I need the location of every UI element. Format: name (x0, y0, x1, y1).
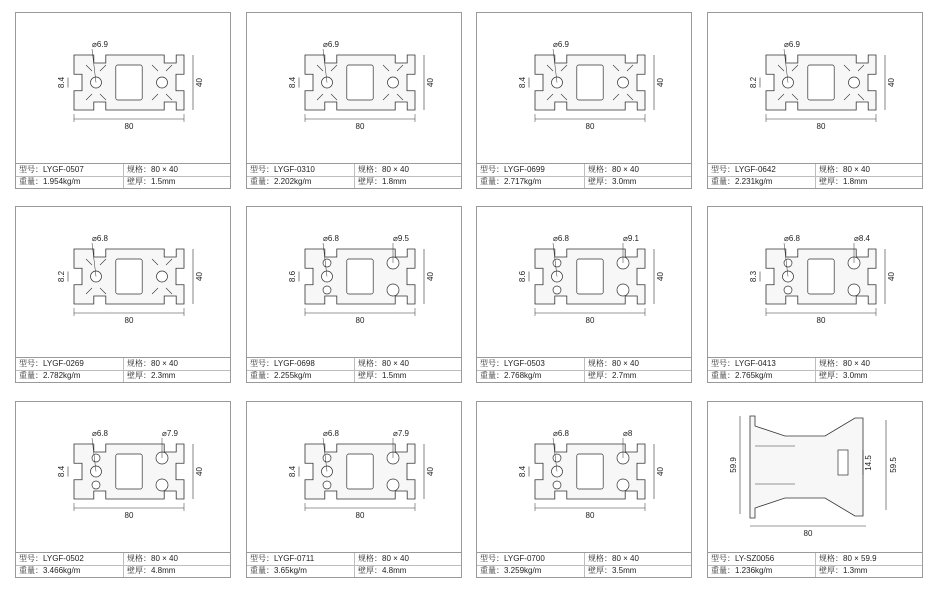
height-dimension: 40 (887, 272, 896, 281)
width-dimension: 80 (124, 511, 134, 520)
model-label: 型号： (480, 165, 504, 174)
weight-label: 重量： (480, 177, 504, 186)
spec-label: 规格： (127, 165, 151, 174)
spec-label: 规格： (358, 359, 382, 368)
wall-value: 3.5mm (612, 566, 637, 575)
core-hole (388, 77, 399, 88)
model-label: 型号： (480, 359, 504, 368)
model-value: LYGF-0269 (43, 359, 84, 368)
width-dimension: 80 (803, 529, 813, 538)
weight-value: 3.259kg/m (504, 566, 542, 575)
profile-drawing (477, 13, 691, 166)
small-hole (553, 454, 561, 462)
small-hole (323, 259, 331, 267)
model-value: LY-SZ0056 (735, 554, 775, 563)
center-cavity (577, 454, 603, 489)
wall-label: 壁厚： (588, 566, 612, 575)
hole-dimension: ⌀6.9 (92, 40, 108, 49)
weight-value: 2.782kg/m (43, 371, 81, 380)
hole2-dimension: ⌀8 (623, 429, 633, 438)
spec-value: 80 × 40 (612, 359, 639, 368)
hole2-dimension: ⌀7.9 (162, 429, 178, 438)
model-value: LYGF-0642 (735, 165, 776, 174)
center-cavity (577, 259, 603, 294)
weight-value: 3.65kg/m (274, 566, 307, 575)
weight-label: 重量： (19, 566, 43, 575)
profile-card (246, 206, 462, 383)
hole-dimension: ⌀6.9 (784, 40, 800, 49)
wall-value: 4.8mm (151, 566, 176, 575)
hole2-dimension: ⌀9.1 (623, 234, 639, 243)
model-value: LYGF-0700 (504, 554, 545, 563)
center-cavity (116, 454, 142, 489)
center-cavity (808, 259, 834, 294)
profile-card (707, 401, 923, 578)
profile-card (707, 206, 923, 383)
hole2-dimension: ⌀7.9 (393, 429, 409, 438)
spec-label: 规格： (588, 554, 612, 563)
model-label: 型号： (711, 165, 735, 174)
profile-drawing (247, 207, 461, 360)
spec-label: 规格： (588, 359, 612, 368)
spec-value: 80 × 40 (151, 554, 178, 563)
hole2-dimension: ⌀9.5 (393, 234, 409, 243)
spec-table (708, 163, 922, 188)
spec-value: 80 × 59.9 (843, 554, 877, 563)
wall-label: 壁厚： (358, 177, 382, 186)
center-cavity (347, 454, 373, 489)
hole-dimension: ⌀6.9 (323, 40, 339, 49)
width-dimension: 80 (816, 316, 826, 325)
slot-dimension: 8.4 (288, 465, 297, 478)
spec-table (477, 163, 691, 188)
wall-value: 3.0mm (612, 177, 637, 186)
profile-drawing (247, 13, 461, 166)
spec-table (16, 552, 230, 577)
wall-label: 壁厚： (819, 371, 843, 380)
weight-value: 2.255kg/m (274, 371, 312, 380)
spec-table (708, 357, 922, 382)
small-hole (553, 286, 561, 294)
spec-value: 80 × 40 (382, 359, 409, 368)
large-hole (617, 284, 629, 296)
profile-card (476, 206, 692, 383)
model-label: 型号： (480, 554, 504, 563)
hole-dimension: ⌀6.8 (553, 429, 569, 438)
weight-label: 重量： (250, 566, 274, 575)
weight-label: 重量： (480, 371, 504, 380)
profile-card (476, 401, 692, 578)
slot-dimension: 8.4 (518, 76, 527, 89)
model-label: 型号： (250, 359, 274, 368)
small-hole (92, 481, 100, 489)
hole-dimension: ⌀6.8 (92, 234, 108, 243)
center-cavity (808, 65, 834, 100)
model-label: 型号： (250, 165, 274, 174)
large-hole (156, 479, 168, 491)
spec-label: 规格： (588, 165, 612, 174)
slot-dimension: 8.2 (749, 76, 758, 89)
wall-value: 3.0mm (843, 371, 868, 380)
height-dimension: 40 (195, 467, 204, 476)
weight-value: 2.768kg/m (504, 371, 542, 380)
wall-label: 壁厚： (358, 371, 382, 380)
slot-dimension: 14.5 (864, 455, 873, 471)
left-height-dimension: 59.9 (729, 457, 738, 473)
wall-label: 壁厚： (127, 566, 151, 575)
model-label: 型号： (19, 359, 43, 368)
wall-value: 1.5mm (382, 371, 407, 380)
profile-card (246, 401, 462, 578)
wall-label: 壁厚： (588, 371, 612, 380)
weight-value: 1.236kg/m (735, 566, 773, 575)
wall-label: 壁厚： (358, 566, 382, 575)
profile-drawing (708, 13, 922, 166)
core-hole (618, 77, 629, 88)
profile-card (15, 401, 231, 578)
profile-card (476, 12, 692, 189)
spec-value: 80 × 40 (382, 165, 409, 174)
spec-label: 规格： (819, 554, 843, 563)
spec-table (16, 357, 230, 382)
spec-table (247, 163, 461, 188)
spec-table (708, 552, 922, 577)
spec-label: 规格： (819, 359, 843, 368)
wall-value: 1.3mm (843, 566, 868, 575)
spec-value: 80 × 40 (843, 165, 870, 174)
model-label: 型号： (711, 554, 735, 563)
profile-card (15, 206, 231, 383)
hole-dimension: ⌀6.8 (92, 429, 108, 438)
spec-label: 规格： (358, 165, 382, 174)
small-hole (553, 259, 561, 267)
wall-value: 2.7mm (612, 371, 637, 380)
profile-drawing (708, 207, 922, 360)
weight-label: 重量： (711, 566, 735, 575)
model-label: 型号： (19, 554, 43, 563)
slot-dimension: 8.6 (518, 270, 527, 283)
slot-dimension: 8.6 (288, 270, 297, 283)
width-dimension: 80 (585, 122, 595, 131)
large-hole (848, 284, 860, 296)
model-value: LYGF-0503 (504, 359, 545, 368)
large-hole (617, 479, 629, 491)
slot-dimension: 8.4 (57, 465, 66, 478)
model-value: LYGF-0698 (274, 359, 315, 368)
slot-dimension: 8.4 (518, 465, 527, 478)
height-dimension: 40 (656, 78, 665, 87)
profile-drawing (16, 13, 230, 166)
center-cavity (577, 65, 603, 100)
profile-drawing (708, 402, 922, 555)
spec-table (477, 552, 691, 577)
large-hole (387, 284, 399, 296)
width-dimension: 80 (816, 122, 826, 131)
width-dimension: 80 (124, 122, 134, 131)
width-dimension: 80 (585, 316, 595, 325)
profile-card (15, 12, 231, 189)
spec-value: 80 × 40 (151, 165, 178, 174)
weight-value: 2.202kg/m (274, 177, 312, 186)
core-hole (849, 77, 860, 88)
height-dimension: 40 (656, 272, 665, 281)
right-height-dimension: 59.5 (889, 457, 898, 473)
height-dimension: 40 (426, 78, 435, 87)
weight-value: 2.231kg/m (735, 177, 773, 186)
center-cavity (347, 65, 373, 100)
width-dimension: 80 (355, 316, 365, 325)
spec-table (16, 163, 230, 188)
weight-label: 重量： (711, 371, 735, 380)
height-dimension: 40 (195, 78, 204, 87)
profile-drawing (16, 402, 230, 555)
slot-dimension: 8.4 (57, 76, 66, 89)
model-value: LYGF-0310 (274, 165, 315, 174)
slot-dimension: 8.3 (749, 270, 758, 283)
wall-value: 1.8mm (843, 177, 868, 186)
wall-value: 1.5mm (151, 177, 176, 186)
weight-value: 3.466kg/m (43, 566, 81, 575)
wall-value: 1.8mm (382, 177, 407, 186)
weight-label: 重量： (711, 177, 735, 186)
spec-value: 80 × 40 (612, 165, 639, 174)
spec-table (247, 357, 461, 382)
spec-value: 80 × 40 (151, 359, 178, 368)
width-dimension: 80 (585, 511, 595, 520)
core-hole (157, 77, 168, 88)
center-cavity (347, 259, 373, 294)
spec-value: 80 × 40 (843, 359, 870, 368)
spec-table (477, 357, 691, 382)
height-dimension: 40 (656, 467, 665, 476)
spec-value: 80 × 40 (612, 554, 639, 563)
small-hole (784, 286, 792, 294)
wall-label: 壁厚： (127, 177, 151, 186)
width-dimension: 80 (355, 511, 365, 520)
profile-card (707, 12, 923, 189)
model-value: LYGF-0413 (735, 359, 776, 368)
small-hole (323, 481, 331, 489)
small-hole (92, 454, 100, 462)
model-label: 型号： (711, 359, 735, 368)
hole-dimension: ⌀6.8 (784, 234, 800, 243)
small-hole (323, 286, 331, 294)
wall-value: 4.8mm (382, 566, 407, 575)
profile-drawing (477, 207, 691, 360)
weight-label: 重量： (250, 371, 274, 380)
model-value: LYGF-0507 (43, 165, 84, 174)
core-hole (157, 271, 168, 282)
spec-label: 规格： (358, 554, 382, 563)
hole-dimension: ⌀6.8 (323, 234, 339, 243)
width-dimension: 80 (355, 122, 365, 131)
weight-value: 1.954kg/m (43, 177, 81, 186)
height-dimension: 40 (426, 272, 435, 281)
hole-dimension: ⌀6.8 (323, 429, 339, 438)
model-value: LYGF-0711 (274, 554, 315, 563)
profile-card (246, 12, 462, 189)
weight-label: 重量： (19, 177, 43, 186)
weight-label: 重量： (19, 371, 43, 380)
height-dimension: 40 (426, 467, 435, 476)
width-dimension: 80 (124, 316, 134, 325)
spec-label: 规格： (127, 359, 151, 368)
profile-drawing (247, 402, 461, 555)
profile-drawing (16, 207, 230, 360)
slot-dimension: 8.2 (57, 270, 66, 283)
hole-dimension: ⌀6.9 (553, 40, 569, 49)
height-dimension: 40 (887, 78, 896, 87)
wall-label: 壁厚： (819, 177, 843, 186)
spec-label: 规格： (819, 165, 843, 174)
model-label: 型号： (250, 554, 274, 563)
small-hole (784, 259, 792, 267)
small-hole (323, 454, 331, 462)
weight-value: 2.765kg/m (735, 371, 773, 380)
small-hole (553, 481, 561, 489)
weight-label: 重量： (480, 566, 504, 575)
weight-label: 重量： (250, 177, 274, 186)
large-hole (387, 479, 399, 491)
hole-dimension: ⌀6.8 (553, 234, 569, 243)
hole2-dimension: ⌀8.4 (854, 234, 870, 243)
model-label: 型号： (19, 165, 43, 174)
slot-dimension: 8.4 (288, 76, 297, 89)
weight-value: 2.717kg/m (504, 177, 542, 186)
slot-channel (838, 450, 848, 475)
model-value: LYGF-0502 (43, 554, 84, 563)
height-dimension: 40 (195, 272, 204, 281)
wall-label: 壁厚： (588, 177, 612, 186)
profile-drawing (477, 402, 691, 555)
spec-table (247, 552, 461, 577)
wall-label: 壁厚： (819, 566, 843, 575)
spec-label: 规格： (127, 554, 151, 563)
wall-label: 壁厚： (127, 371, 151, 380)
model-value: LYGF-0699 (504, 165, 545, 174)
wall-value: 2.3mm (151, 371, 176, 380)
center-cavity (116, 259, 142, 294)
spec-value: 80 × 40 (382, 554, 409, 563)
center-cavity (116, 65, 142, 100)
